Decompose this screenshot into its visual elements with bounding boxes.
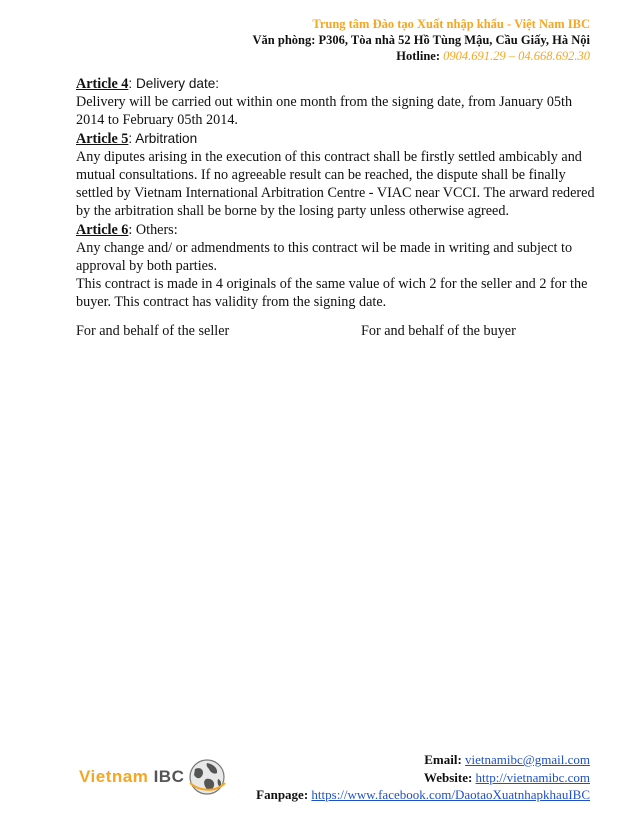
seller-signature-label: For and behalf of the seller [76,322,230,339]
fanpage-label: Fanpage: [256,787,309,802]
article-6-text-1: Any change and/ or admendments to this contract wil be made in writing and subject to approval by both parties. [76,239,573,275]
article-5-heading-rest: : Arbitration [128,130,198,146]
article-6-heading-rest: : Others: [128,221,178,238]
article-4-heading [76,75,596,93]
website-label: Website: [423,769,473,785]
article-5-text: Any diputes arising in the execution of this contract shall be firstly settled ambicably and mutual consultations. If no agreeable result can be reached, the dispute shall be finally settled by Vietnam International Arbitration Centre - VIAC near VCCI. The arward redered by the arbitration shall be borne by the losing party unless otherwise agreed. [76,148,595,220]
header-hotline [253,48,590,64]
article-5-title: Article 5 [76,130,129,147]
article-5-heading [76,130,596,148]
hotline-value: 0904.691.29 – 04.668.692.30 [443,49,590,63]
article-6-heading [76,221,596,239]
globe-icon [187,757,227,797]
buyer-signature-label: For and behalf of the buyer [361,322,516,339]
email-label: Email: [424,752,462,767]
footer-email [256,751,590,769]
footer-website [256,769,590,787]
article-4-title: Article 4 [76,76,129,92]
hotline-label: Hotline: [396,49,440,63]
page-header [253,16,590,64]
website-link[interactable]: http://vietnamibc.com [475,769,590,785]
vietnam-ibc-logo [79,757,224,797]
logo-word-ibc: IBC [153,767,185,786]
email-link[interactable]: vietnamibc@gmail.com [465,752,590,767]
header-address: Văn phòng: P306, Tòa nhà 52 Hồ Tùng Mậu, Cầu Giấy, Hà Nội [252,33,590,47]
contract-body [76,75,596,340]
page-footer [256,751,590,804]
article-4-heading-rest: : Delivery date: [128,76,220,91]
article-6-text-2: This contract is made in 4 originals of the same value of wich 2 for the seller and 2 for the buyer. This contract has validity from the signing date. [76,276,588,311]
article-6-title: Article 6 [76,221,129,238]
article-4-text: Delivery will be carried out within one month from the signing date, from January 05th 2014 to February 05th 2014. [76,94,573,129]
logo-word-vietnam: Vietnam [79,767,149,786]
signature-row [76,322,596,340]
header-org-name: Trung tâm Đào tạo Xuất nhập khẩu - Việt Nam IBC [312,17,590,31]
footer-fanpage [256,786,590,804]
fanpage-link[interactable]: https://www.facebook.com/DaotaoXuatnhapkhauIBC [311,787,590,802]
logo-text [79,767,184,787]
